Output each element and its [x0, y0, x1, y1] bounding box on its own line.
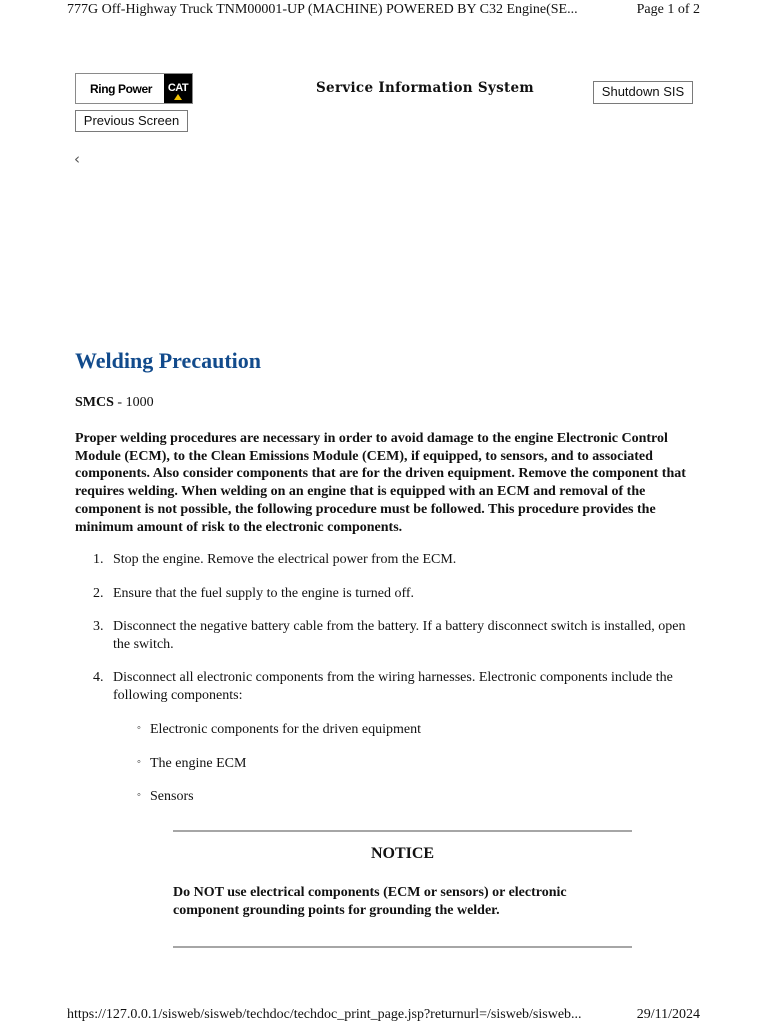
- notice-divider-top: [173, 830, 632, 832]
- smcs-code: [75, 395, 154, 411]
- smcs-value: - 1000: [113, 395, 154, 410]
- footer-date: 29/11/2024: [636, 1007, 700, 1022]
- component-list: [137, 721, 421, 822]
- procedure-step: [75, 585, 695, 603]
- page-indicator: Page 1 of 2: [636, 2, 700, 17]
- list-item-text: Sensors: [150, 789, 194, 804]
- list-item: [137, 721, 421, 739]
- step-number: 1.: [93, 552, 104, 567]
- circle-bullet-icon: ◦: [137, 722, 141, 734]
- system-title: Service Information System: [316, 80, 535, 96]
- list-item-text: Electronic components for the driven equipment: [150, 722, 421, 737]
- procedure-step: [75, 669, 695, 704]
- footer-url: https://127.0.0.1/sisweb/sisweb/techdoc/techdoc_print_page.jsp?returnurl=/sisweb/sisweb...: [67, 1007, 582, 1022]
- notice-heading: NOTICE: [370, 845, 435, 862]
- print-header-title: 777G Off-Highway Truck TNM00001-UP (MACHINE) POWERED BY C32 Engine(SE...: [67, 2, 578, 17]
- procedure-steps: [75, 551, 695, 704]
- step-text: Ensure that the fuel supply to the engine is turned off.: [113, 585, 415, 601]
- step-text: Disconnect the negative battery cable from the battery. If a battery disconnect switch is installed, open the switch.: [113, 619, 686, 652]
- step-number: 2.: [93, 585, 104, 601]
- smcs-label: SMCS: [75, 395, 114, 410]
- previous-screen-button[interactable]: Previous Screen: [75, 110, 188, 132]
- dealer-logo: [75, 73, 193, 104]
- notice-text: Do NOT use electrical components (ECM or sensors) or electronic component grounding points for grounding the welder.: [173, 885, 567, 918]
- list-item: [137, 755, 421, 773]
- step-number: 4.: [93, 670, 104, 685]
- step-text: Disconnect all electronic components from the wiring harnesses. Electronic components include the following components:: [113, 670, 673, 703]
- cat-triangle-icon: [174, 94, 182, 100]
- circle-bullet-icon: ◦: [137, 789, 141, 801]
- step-text: Stop the engine. Remove the electrical power from the ECM.: [113, 552, 457, 567]
- shutdown-sis-button[interactable]: Shutdown SIS: [593, 81, 693, 104]
- list-item-text: The engine ECM: [150, 755, 247, 771]
- intro-paragraph: Proper welding procedures are necessary in order to avoid damage to the engine Electronic Control Module (ECM), to the Clean Emissions Module (CEM), if equipped, to sensors, and to associated components. Also consider components that are for the driven equipment. Remove the component that requires welding. When welding on an engine that is equipped with an ECM and removal of the component is not possible, the following procedure must be followed. This procedure provides the minimum amount of risk to the electronic components.: [75, 431, 686, 535]
- notice-divider-bottom: [173, 946, 632, 948]
- dealer-logo-text: Ring Power: [90, 82, 153, 96]
- chevron-left-icon[interactable]: ‹: [74, 150, 80, 168]
- cat-logo-text: CAT: [167, 82, 189, 94]
- circle-bullet-icon: ◦: [137, 755, 141, 768]
- procedure-step: [75, 551, 695, 569]
- cat-logo-icon: [164, 74, 192, 103]
- print-header: [67, 0, 700, 22]
- procedure-step: [75, 618, 695, 653]
- page-title: Welding Precaution: [75, 348, 261, 373]
- step-number: 3.: [93, 619, 104, 634]
- print-footer: [67, 1006, 700, 1024]
- list-item: [137, 788, 421, 806]
